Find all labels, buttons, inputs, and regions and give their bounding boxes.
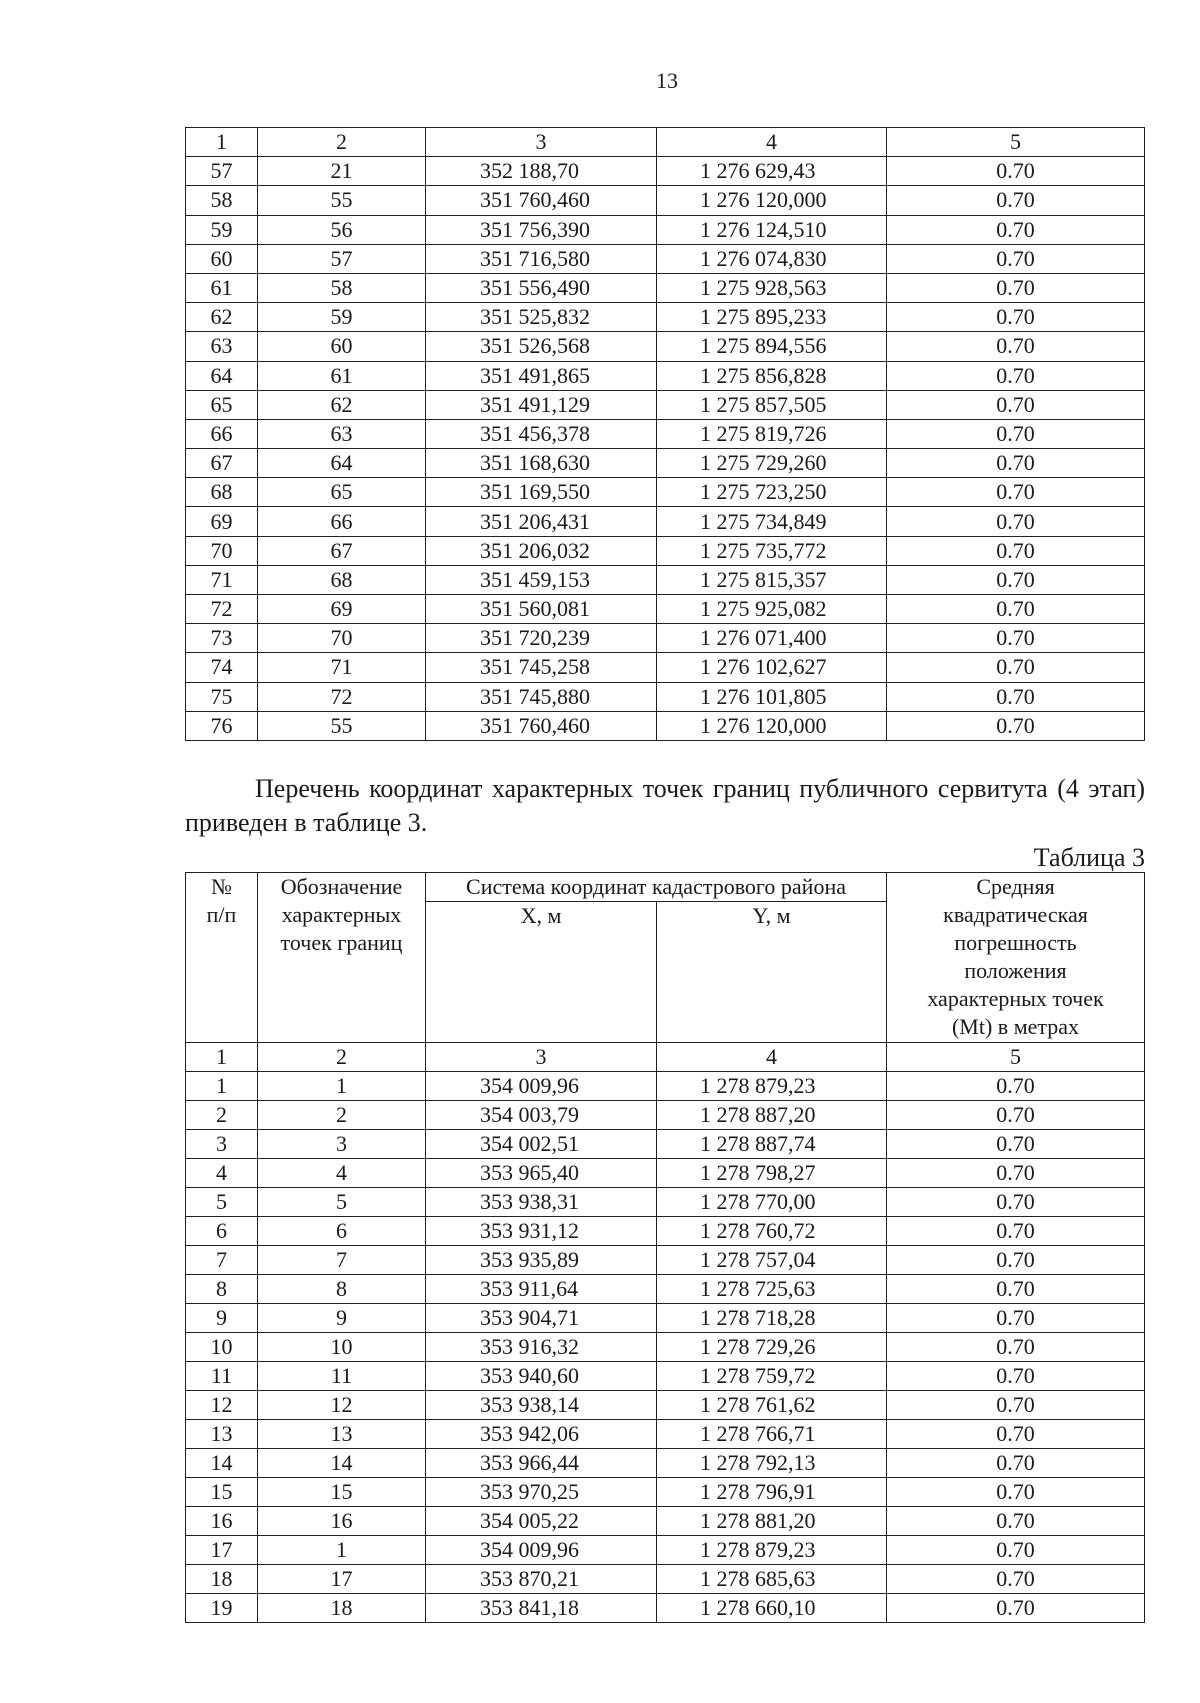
column-number: 5 bbox=[887, 128, 1145, 157]
accuracy: 0.70 bbox=[887, 157, 1145, 186]
header-coordinate-system: Система координат кадастрового района bbox=[426, 873, 887, 902]
coord-y: 1 275 734,849 bbox=[657, 507, 887, 536]
point-designation: 9 bbox=[258, 1304, 426, 1333]
coord-y: 1 278 796,91 bbox=[657, 1478, 887, 1507]
table-row bbox=[186, 682, 1145, 711]
coord-x: 351 491,129 bbox=[426, 390, 657, 419]
coord-y: 1 275 928,563 bbox=[657, 273, 887, 302]
point-number: 12 bbox=[186, 1391, 258, 1420]
table-row bbox=[186, 595, 1145, 624]
point-number: 4 bbox=[186, 1159, 258, 1188]
coord-y: 1 275 723,250 bbox=[657, 478, 887, 507]
coord-x: 351 560,081 bbox=[426, 595, 657, 624]
coord-x: 351 756,390 bbox=[426, 215, 657, 244]
point-number: 10 bbox=[186, 1333, 258, 1362]
coord-x: 353 904,71 bbox=[426, 1304, 657, 1333]
point-designation: 11 bbox=[258, 1362, 426, 1391]
table-row bbox=[186, 478, 1145, 507]
coord-y: 1 278 766,71 bbox=[657, 1420, 887, 1449]
coord-y: 1 275 735,772 bbox=[657, 536, 887, 565]
point-number: 63 bbox=[186, 332, 258, 361]
column-number: 2 bbox=[258, 1043, 426, 1072]
table-row bbox=[186, 507, 1145, 536]
coord-y: 1 278 881,20 bbox=[657, 1507, 887, 1536]
accuracy: 0.70 bbox=[887, 1420, 1145, 1449]
point-number: 5 bbox=[186, 1188, 258, 1217]
coord-x: 351 716,580 bbox=[426, 244, 657, 273]
table-row bbox=[186, 1159, 1145, 1188]
coord-x: 354 003,79 bbox=[426, 1101, 657, 1130]
coord-y: 1 275 894,556 bbox=[657, 332, 887, 361]
table-row bbox=[186, 1333, 1145, 1362]
coord-x: 351 456,378 bbox=[426, 419, 657, 448]
coord-y: 1 278 757,04 bbox=[657, 1246, 887, 1275]
table-row bbox=[186, 1565, 1145, 1594]
point-designation: 1 bbox=[258, 1072, 426, 1101]
coord-x: 353 841,18 bbox=[426, 1594, 657, 1623]
point-number: 8 bbox=[186, 1275, 258, 1304]
coord-x: 351 169,550 bbox=[426, 478, 657, 507]
point-number: 2 bbox=[186, 1101, 258, 1130]
point-designation: 65 bbox=[258, 478, 426, 507]
accuracy: 0.70 bbox=[887, 478, 1145, 507]
point-number: 19 bbox=[186, 1594, 258, 1623]
point-designation: 8 bbox=[258, 1275, 426, 1304]
coord-y: 1 276 124,510 bbox=[657, 215, 887, 244]
point-number: 6 bbox=[186, 1217, 258, 1246]
coord-x: 354 005,22 bbox=[426, 1507, 657, 1536]
point-number: 1 bbox=[186, 1072, 258, 1101]
accuracy: 0.70 bbox=[887, 1246, 1145, 1275]
coord-y: 1 276 101,805 bbox=[657, 682, 887, 711]
table-row bbox=[186, 1217, 1145, 1246]
accuracy: 0.70 bbox=[887, 1449, 1145, 1478]
coord-y: 1 276 120,000 bbox=[657, 186, 887, 215]
coord-y: 1 276 102,627 bbox=[657, 653, 887, 682]
accuracy: 0.70 bbox=[887, 215, 1145, 244]
accuracy: 0.70 bbox=[887, 1536, 1145, 1565]
column-number: 2 bbox=[258, 128, 426, 157]
table-row bbox=[186, 1594, 1145, 1623]
point-number: 61 bbox=[186, 273, 258, 302]
point-designation: 66 bbox=[258, 507, 426, 536]
table-row bbox=[186, 1420, 1145, 1449]
table3-header bbox=[186, 873, 1145, 1043]
coord-y: 1 278 798,27 bbox=[657, 1159, 887, 1188]
accuracy: 0.70 bbox=[887, 1478, 1145, 1507]
coord-x: 354 009,96 bbox=[426, 1536, 657, 1565]
accuracy: 0.70 bbox=[887, 361, 1145, 390]
coord-x: 351 745,258 bbox=[426, 653, 657, 682]
coord-y: 1 278 887,74 bbox=[657, 1130, 887, 1159]
coord-x: 351 491,865 bbox=[426, 361, 657, 390]
table-3 bbox=[185, 872, 1145, 1623]
header-designation-text: Обозначение характерных точек границ bbox=[280, 874, 403, 955]
coord-y: 1 278 760,72 bbox=[657, 1217, 887, 1246]
table-row bbox=[186, 624, 1145, 653]
accuracy: 0.70 bbox=[887, 1217, 1145, 1246]
coord-y: 1 278 770,00 bbox=[657, 1188, 887, 1217]
point-number: 3 bbox=[186, 1130, 258, 1159]
table-row bbox=[186, 711, 1145, 740]
coord-x: 353 870,21 bbox=[426, 1565, 657, 1594]
header-error bbox=[887, 873, 1145, 1043]
accuracy: 0.70 bbox=[887, 449, 1145, 478]
accuracy: 0.70 bbox=[887, 653, 1145, 682]
point-number: 14 bbox=[186, 1449, 258, 1478]
point-designation: 55 bbox=[258, 711, 426, 740]
coord-x: 354 009,96 bbox=[426, 1072, 657, 1101]
table-row bbox=[186, 1130, 1145, 1159]
point-number: 76 bbox=[186, 711, 258, 740]
accuracy: 0.70 bbox=[887, 332, 1145, 361]
coord-y: 1 275 925,082 bbox=[657, 595, 887, 624]
point-number: 70 bbox=[186, 536, 258, 565]
table-row bbox=[186, 1275, 1145, 1304]
header-number bbox=[186, 873, 258, 1043]
point-designation: 4 bbox=[258, 1159, 426, 1188]
accuracy: 0.70 bbox=[887, 507, 1145, 536]
coord-y: 1 275 729,260 bbox=[657, 449, 887, 478]
table-row bbox=[186, 1188, 1145, 1217]
header-x: X, м bbox=[426, 902, 657, 1043]
point-designation: 14 bbox=[258, 1449, 426, 1478]
table-row bbox=[186, 565, 1145, 594]
column-number: 4 bbox=[657, 1043, 887, 1072]
table-row bbox=[186, 390, 1145, 419]
point-number: 7 bbox=[186, 1246, 258, 1275]
column-number: 5 bbox=[887, 1043, 1145, 1072]
coord-x: 351 760,460 bbox=[426, 186, 657, 215]
accuracy: 0.70 bbox=[887, 303, 1145, 332]
coord-y: 1 275 819,726 bbox=[657, 419, 887, 448]
point-number: 65 bbox=[186, 390, 258, 419]
coord-y: 1 276 074,830 bbox=[657, 244, 887, 273]
table-row bbox=[186, 1072, 1145, 1101]
coord-x: 351 206,032 bbox=[426, 536, 657, 565]
accuracy: 0.70 bbox=[887, 1188, 1145, 1217]
coord-x: 353 931,12 bbox=[426, 1217, 657, 1246]
accuracy: 0.70 bbox=[887, 1072, 1145, 1101]
point-number: 75 bbox=[186, 682, 258, 711]
point-number: 58 bbox=[186, 186, 258, 215]
coord-x: 353 970,25 bbox=[426, 1478, 657, 1507]
table-row bbox=[186, 419, 1145, 448]
coord-x: 351 525,832 bbox=[426, 303, 657, 332]
column-number-row bbox=[186, 128, 1145, 157]
coord-y: 1 278 759,72 bbox=[657, 1362, 887, 1391]
point-designation: 71 bbox=[258, 653, 426, 682]
accuracy: 0.70 bbox=[887, 1362, 1145, 1391]
point-number: 69 bbox=[186, 507, 258, 536]
point-designation: 62 bbox=[258, 390, 426, 419]
table-row bbox=[186, 536, 1145, 565]
point-number: 59 bbox=[186, 215, 258, 244]
coord-x: 353 911,64 bbox=[426, 1275, 657, 1304]
table3-body bbox=[186, 1043, 1145, 1623]
coord-y: 1 278 879,23 bbox=[657, 1072, 887, 1101]
coord-y: 1 278 729,26 bbox=[657, 1333, 887, 1362]
accuracy: 0.70 bbox=[887, 565, 1145, 594]
column-number: 1 bbox=[186, 128, 258, 157]
point-designation: 3 bbox=[258, 1130, 426, 1159]
accuracy: 0.70 bbox=[887, 536, 1145, 565]
coord-x: 353 938,14 bbox=[426, 1391, 657, 1420]
point-number: 66 bbox=[186, 419, 258, 448]
point-number: 16 bbox=[186, 1507, 258, 1536]
accuracy: 0.70 bbox=[887, 1565, 1145, 1594]
column-number: 4 bbox=[657, 128, 887, 157]
point-number: 74 bbox=[186, 653, 258, 682]
coord-x: 351 720,239 bbox=[426, 624, 657, 653]
table-row bbox=[186, 1246, 1145, 1275]
point-number: 60 bbox=[186, 244, 258, 273]
point-designation: 72 bbox=[258, 682, 426, 711]
point-number: 62 bbox=[186, 303, 258, 332]
table3-caption: Таблица 3 bbox=[1033, 843, 1145, 872]
point-number: 67 bbox=[186, 449, 258, 478]
coordinates-table-continued-body bbox=[186, 128, 1145, 741]
accuracy: 0.70 bbox=[887, 1275, 1145, 1304]
point-number: 17 bbox=[186, 1536, 258, 1565]
table-row bbox=[186, 1101, 1145, 1130]
point-number: 73 bbox=[186, 624, 258, 653]
coord-x: 351 206,431 bbox=[426, 507, 657, 536]
point-designation: 7 bbox=[258, 1246, 426, 1275]
coord-y: 1 275 856,828 bbox=[657, 361, 887, 390]
accuracy: 0.70 bbox=[887, 595, 1145, 624]
point-designation: 67 bbox=[258, 536, 426, 565]
header-error-text: Средняя квадратическая погрешность положения характерных точек (Mt) в метрах bbox=[927, 874, 1104, 1039]
header-designation bbox=[258, 873, 426, 1043]
point-designation: 60 bbox=[258, 332, 426, 361]
accuracy: 0.70 bbox=[887, 1130, 1145, 1159]
coord-x: 353 965,40 bbox=[426, 1159, 657, 1188]
point-number: 11 bbox=[186, 1362, 258, 1391]
coord-x: 352 188,70 bbox=[426, 157, 657, 186]
accuracy: 0.70 bbox=[887, 1391, 1145, 1420]
table-row bbox=[186, 1507, 1145, 1536]
point-designation: 6 bbox=[258, 1217, 426, 1246]
point-designation: 70 bbox=[258, 624, 426, 653]
coord-y: 1 278 685,63 bbox=[657, 1565, 887, 1594]
table-row bbox=[186, 1536, 1145, 1565]
point-designation: 68 bbox=[258, 565, 426, 594]
coord-x: 354 002,51 bbox=[426, 1130, 657, 1159]
point-designation: 64 bbox=[258, 449, 426, 478]
accuracy: 0.70 bbox=[887, 711, 1145, 740]
point-designation: 21 bbox=[258, 157, 426, 186]
coord-y: 1 278 660,10 bbox=[657, 1594, 887, 1623]
point-number: 57 bbox=[186, 157, 258, 186]
accuracy: 0.70 bbox=[887, 1159, 1145, 1188]
point-designation: 58 bbox=[258, 273, 426, 302]
table-row bbox=[186, 215, 1145, 244]
table-row bbox=[186, 1391, 1145, 1420]
coord-y: 1 278 761,62 bbox=[657, 1391, 887, 1420]
page-number: 13 bbox=[656, 68, 678, 93]
point-designation: 61 bbox=[258, 361, 426, 390]
table-row bbox=[186, 244, 1145, 273]
table-row bbox=[186, 1449, 1145, 1478]
table-row bbox=[186, 449, 1145, 478]
point-designation: 2 bbox=[258, 1101, 426, 1130]
accuracy: 0.70 bbox=[887, 1333, 1145, 1362]
point-number: 15 bbox=[186, 1478, 258, 1507]
point-designation: 55 bbox=[258, 186, 426, 215]
accuracy: 0.70 bbox=[887, 244, 1145, 273]
coord-x: 353 942,06 bbox=[426, 1420, 657, 1449]
table-row bbox=[186, 157, 1145, 186]
column-number-row bbox=[186, 1043, 1145, 1072]
table-row bbox=[186, 1478, 1145, 1507]
point-number: 72 bbox=[186, 595, 258, 624]
coord-y: 1 276 120,000 bbox=[657, 711, 887, 740]
coord-x: 351 459,153 bbox=[426, 565, 657, 594]
coord-y: 1 278 718,28 bbox=[657, 1304, 887, 1333]
accuracy: 0.70 bbox=[887, 1594, 1145, 1623]
coord-y: 1 278 887,20 bbox=[657, 1101, 887, 1130]
coord-y: 1 275 895,233 bbox=[657, 303, 887, 332]
accuracy: 0.70 bbox=[887, 419, 1145, 448]
column-number: 1 bbox=[186, 1043, 258, 1072]
point-designation: 59 bbox=[258, 303, 426, 332]
point-designation: 56 bbox=[258, 215, 426, 244]
coord-y: 1 278 879,23 bbox=[657, 1536, 887, 1565]
coord-x: 353 938,31 bbox=[426, 1188, 657, 1217]
point-number: 68 bbox=[186, 478, 258, 507]
coord-x: 351 556,490 bbox=[426, 273, 657, 302]
table-row bbox=[186, 1362, 1145, 1391]
coord-y: 1 276 629,43 bbox=[657, 157, 887, 186]
table-row bbox=[186, 653, 1145, 682]
coord-y: 1 278 792,13 bbox=[657, 1449, 887, 1478]
coord-x: 353 940,60 bbox=[426, 1362, 657, 1391]
point-number: 13 bbox=[186, 1420, 258, 1449]
coord-x: 353 966,44 bbox=[426, 1449, 657, 1478]
table-row bbox=[186, 361, 1145, 390]
point-designation: 18 bbox=[258, 1594, 426, 1623]
point-designation: 57 bbox=[258, 244, 426, 273]
table-row bbox=[186, 303, 1145, 332]
coord-y: 1 278 725,63 bbox=[657, 1275, 887, 1304]
table3-header-row-1 bbox=[186, 873, 1145, 902]
point-number: 9 bbox=[186, 1304, 258, 1333]
table-row bbox=[186, 1304, 1145, 1333]
coordinates-table-continued bbox=[185, 127, 1145, 741]
table3-intro-paragraph: Перечень координат характерных точек границ публичного сервитута (4 этап) приведен в таблице 3. bbox=[185, 774, 1145, 837]
point-designation: 12 bbox=[258, 1391, 426, 1420]
column-number: 3 bbox=[426, 1043, 657, 1072]
point-number: 71 bbox=[186, 565, 258, 594]
coord-x: 351 745,880 bbox=[426, 682, 657, 711]
table-row bbox=[186, 186, 1145, 215]
coord-y: 1 275 815,357 bbox=[657, 565, 887, 594]
point-designation: 13 bbox=[258, 1420, 426, 1449]
accuracy: 0.70 bbox=[887, 186, 1145, 215]
accuracy: 0.70 bbox=[887, 273, 1145, 302]
coord-x: 351 526,568 bbox=[426, 332, 657, 361]
point-designation: 17 bbox=[258, 1565, 426, 1594]
accuracy: 0.70 bbox=[887, 1507, 1145, 1536]
table-row bbox=[186, 273, 1145, 302]
column-number: 3 bbox=[426, 128, 657, 157]
table-row bbox=[186, 332, 1145, 361]
header-number-text: № п/п bbox=[206, 874, 237, 927]
coord-x: 351 168,630 bbox=[426, 449, 657, 478]
accuracy: 0.70 bbox=[887, 682, 1145, 711]
point-number: 64 bbox=[186, 361, 258, 390]
point-designation: 63 bbox=[258, 419, 426, 448]
point-designation: 5 bbox=[258, 1188, 426, 1217]
coord-x: 353 935,89 bbox=[426, 1246, 657, 1275]
point-designation: 69 bbox=[258, 595, 426, 624]
coord-x: 351 760,460 bbox=[426, 711, 657, 740]
point-designation: 15 bbox=[258, 1478, 426, 1507]
coord-y: 1 276 071,400 bbox=[657, 624, 887, 653]
point-number: 18 bbox=[186, 1565, 258, 1594]
coord-x: 353 916,32 bbox=[426, 1333, 657, 1362]
point-designation: 16 bbox=[258, 1507, 426, 1536]
accuracy: 0.70 bbox=[887, 624, 1145, 653]
point-designation: 10 bbox=[258, 1333, 426, 1362]
coord-y: 1 275 857,505 bbox=[657, 390, 887, 419]
accuracy: 0.70 bbox=[887, 1304, 1145, 1333]
accuracy: 0.70 bbox=[887, 390, 1145, 419]
point-designation: 1 bbox=[258, 1536, 426, 1565]
header-y: Y, м bbox=[657, 902, 887, 1043]
accuracy: 0.70 bbox=[887, 1101, 1145, 1130]
